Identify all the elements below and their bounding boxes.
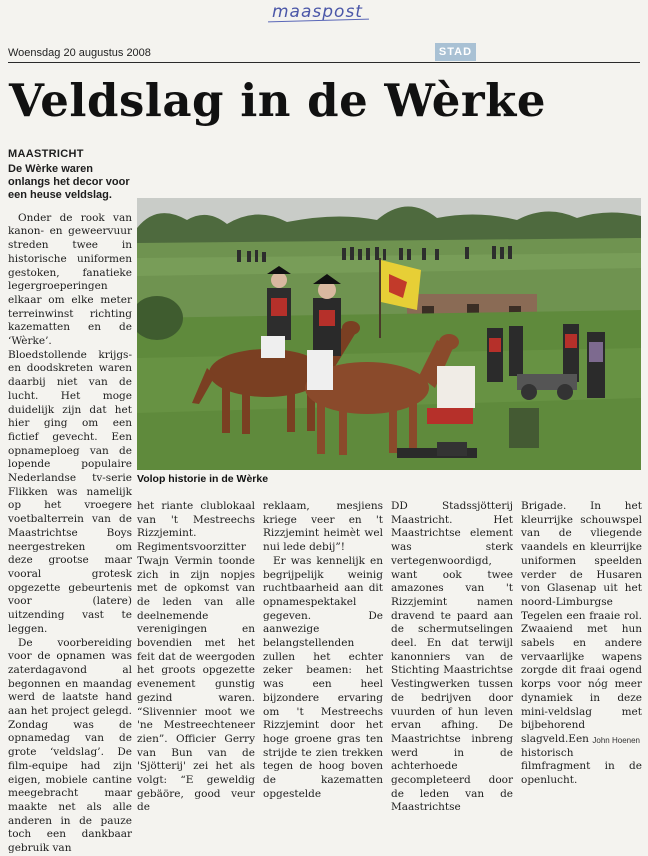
handwritten-note: maaspost: [272, 2, 363, 22]
paragraph: Onder de rook van kanon- en geweervuur streden twee in historische uniformen gestoken, fanatieke legergroeperingen elkaar om elke meter terreinwinst richting kazematten en de ‘Wèrke’. Bloedstollende krijgs- en doodskreten waren daarbij niet van de lucht. Het moge duidelijk zijn dat het hier ging om een fictief gevecht. Een opnameploeg van de lopende populaire Nederlandse tv-serie Flikken was namelijk op het vroegere voetbalterrein van de Maastrichtse Boys neergestreken om deze grootse maar vooral grotesk opgezette gebeurtenis voor (latere) uitzending vast te leggen.: [8, 211, 132, 635]
header-rule: [8, 62, 640, 63]
headline: Veldslag in de Wèrke: [9, 74, 546, 127]
paragraph: reklaam, mesjiens kriege veer en 't Rizzjemint heimèt wel nui lede debij”!: [263, 500, 383, 554]
article-column-2: [137, 500, 255, 815]
kicker: MAASTRICHT: [8, 148, 84, 160]
article-column-4: [391, 500, 513, 815]
paragraph: DD Stadssjötterij Maastricht. Het Maastrichtse element was sterk vertegenwoordigd, want ook twee amazones van 't Rizzjemint namen dravend te paard aan de schermutselingen deel. En dat terwijl kanonniers van de Stichting Maastrichtse Vestingwerken tussen de bedrijven door vuurden of hun leven ervan afhing. De Maastrichtse inbreng werd in de achterhoede gecompleteerd door de leden van de Maastrichtse: [391, 500, 513, 814]
paragraph: Er was kennelijk en begrijpelijk weinig ruchtbaarheid aan dit opnamespektakel gegeven. De aanwezige belangstellenden zullen het echter zeker beamen: het was een heel bijzondere ervaring om 't Mestreechs Rizzjemint door het hoge groene gras ten strijde te zien trekken tegen de hoog boven de kazematten opgestelde: [263, 554, 383, 800]
publication-date: Woensdag 20 augustus 2008: [8, 47, 151, 59]
battle-photo: [137, 198, 641, 470]
intro: De Wèrke waren onlangs het decor voor een heuse veldslag.: [8, 162, 130, 201]
photo-caption: Volop historie in de Wèrke: [137, 473, 269, 485]
article-column-3: [263, 500, 383, 801]
section-label: STAD: [435, 43, 476, 61]
paragraph: Brigade. In het kleurrijke schouwspel van de vliegende vaandels en kleurrijke uniformen speelden verder de Husaren von Glasenap uit het noord-Limburgse Tegelen een fraaie rol. Zwaaiend met hun sabels en andere vervaarlijke wapens zorgde dit fraai ogend korps voor nóg meer dynamiek in deze mini-veldslag met bijbehorend slagveld.Een historisch filmfragment in de openlucht.: [521, 500, 642, 787]
paragraph: het riante clublokaal van 't Mestreechs Rizzjemint. Regimentsvoorzitter Twajn Vermin toonde zich in zijn nopjes met de opkomst van de leden van alle deelnemende verenigingen en bovendien met het feit dat de weergoden het groots opgezette evenement gunstig gezind waren. “Slivennier moot we 'ne Mestreechteneer zien”. Officier Gerry van Bun van de 'Sjötterij' zei het als volgt: “E geweldig gebäöre, good veur de: [137, 500, 255, 814]
paragraph: De voorbereiding voor de opnamen was zaterdagavond al begonnen en maandag werd de laatste hand aan het project gelegd. Zondag was de opnamedag van de grote ‘veldslag’. De film-equipe had zijn eigen, mobiele cantine meegebracht maar maakte net als alle anderen in de pauze toch een dankbaar gebruik van: [8, 636, 132, 855]
photo-credit: John Hoenen: [592, 736, 640, 745]
